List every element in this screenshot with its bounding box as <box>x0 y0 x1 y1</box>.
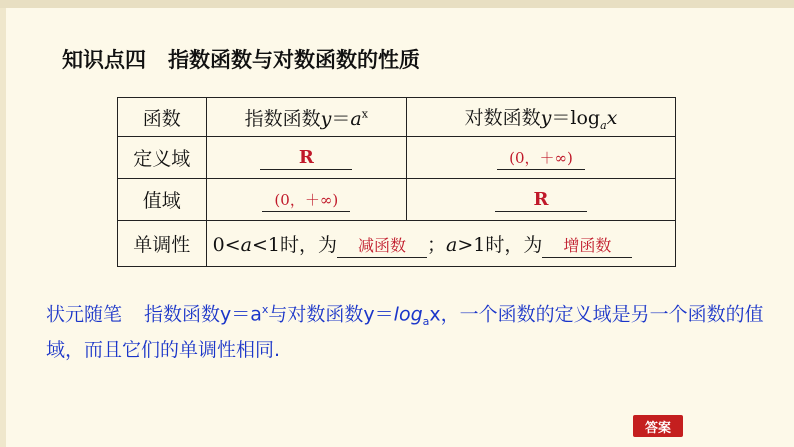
range-log-cell <box>406 179 675 221</box>
cond1-a: a <box>240 233 252 256</box>
exp-power: x <box>361 107 368 121</box>
study-note <box>46 296 776 364</box>
log-eq: ＝log <box>551 106 601 129</box>
monotonic-answer-increasing: 增函数 <box>542 235 632 258</box>
domain-exp-answer: R <box>260 147 352 170</box>
exp-y: y <box>320 107 332 130</box>
monotonic-label: 单调性 <box>118 221 207 267</box>
domain-label: 定义域 <box>118 137 207 179</box>
note-text3: x，一个函数的定义域是另一个函数的值域，而且它们的单调性相同. <box>46 303 764 362</box>
log-y: y <box>540 106 552 129</box>
note-sup: x <box>261 303 269 316</box>
cond1-post: <1时，为 <box>251 233 337 256</box>
table-header-row <box>118 98 676 137</box>
properties-table <box>117 97 676 267</box>
cond1-pre: 0< <box>212 233 241 256</box>
note-text1: 指数函数y＝a <box>144 303 262 326</box>
note-tag: 状元随笔 <box>46 303 123 326</box>
cond-sep: ； <box>426 233 446 256</box>
table-row-domain <box>118 137 676 179</box>
log-x: x <box>606 106 618 129</box>
note-sub: a <box>422 315 430 329</box>
log-sub: a <box>600 118 607 132</box>
header-exp <box>206 98 406 137</box>
domain-exp-cell <box>206 137 406 179</box>
range-exp-answer: (0，＋∞) <box>262 189 350 212</box>
note-log: log <box>393 303 423 326</box>
answer-button[interactable]: 答案 <box>633 415 683 437</box>
exp-eq: ＝ <box>331 107 351 130</box>
heading-part2: 指数函数与对数函数的性质 <box>168 48 420 72</box>
cond2-a: a <box>445 233 458 256</box>
header-label: 函数 <box>118 98 207 137</box>
header-log <box>406 98 675 137</box>
table-row-monotonic <box>118 221 676 267</box>
domain-log-answer: (0，＋∞) <box>497 147 585 170</box>
domain-log-cell <box>406 137 675 179</box>
cond2-post: >1时，为 <box>457 233 543 256</box>
monotonic-answer-decreasing: 减函数 <box>337 235 427 258</box>
top-border <box>0 0 794 8</box>
heading-part1: 知识点四 <box>62 48 146 72</box>
log-prefix: 对数函数 <box>464 106 541 129</box>
exp-base: a <box>350 107 362 130</box>
table-row-range <box>118 179 676 221</box>
monotonic-cell <box>206 221 675 267</box>
range-log-answer: R <box>495 189 587 212</box>
range-label: 值域 <box>118 179 207 221</box>
left-border <box>0 8 6 447</box>
exp-prefix: 指数函数 <box>244 107 321 130</box>
range-exp-cell <box>206 179 406 221</box>
section-heading <box>62 44 420 74</box>
note-text2: 与对数函数y＝ <box>268 303 394 326</box>
